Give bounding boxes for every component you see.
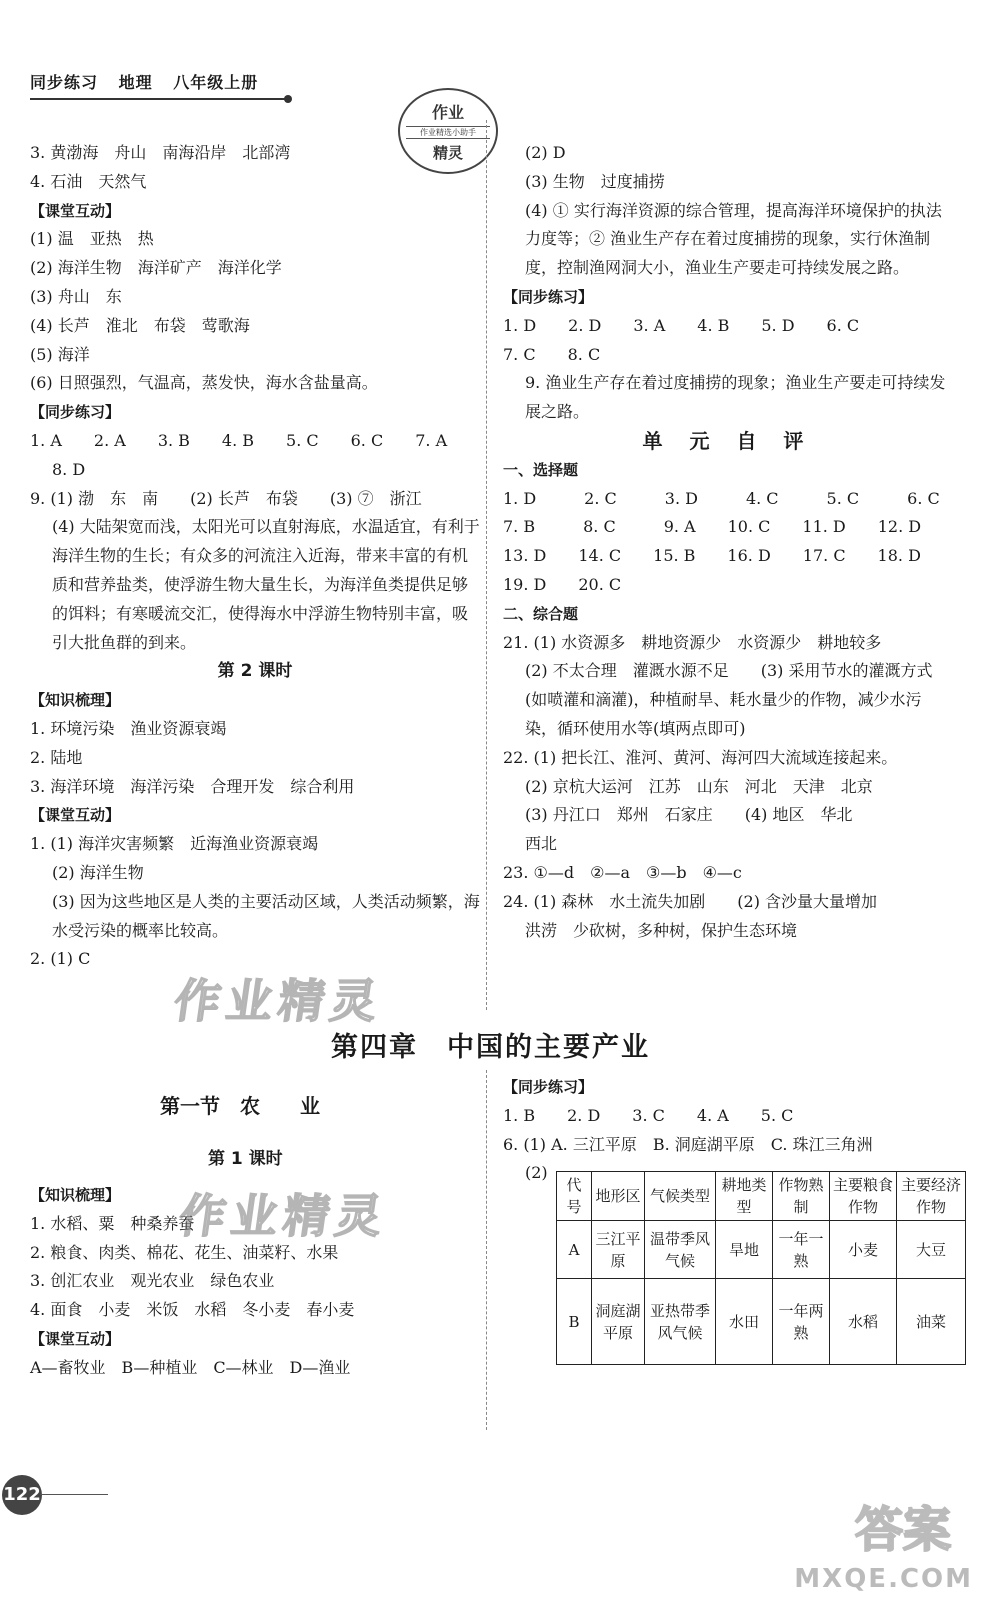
answer-line: (2) 京杭大运河 江苏 山东 河北 天津 北京 bbox=[525, 776, 873, 796]
answer-line: (4) ① 实行海洋资源的综合管理，提高海洋环境保护的执法力度等；② 渔业生产存在着过度捕捞的现象，实行休渔制度，控制渔网洞大小，渔业生产要走可持续发展之路。 bbox=[525, 200, 942, 278]
answer-line: (3) 因为这些地区是人类的主要活动区域，人类活动频繁，海水受污染的概率比较高。 bbox=[52, 891, 480, 940]
right-column-top bbox=[503, 139, 953, 945]
section-heading: 【课堂互动】 bbox=[30, 806, 121, 825]
answer-line: 9. (1) 渤 东 南 (2) 长芦 布袋 (3) ⑦ 浙江 bbox=[30, 488, 422, 508]
answer-line: 1. B 2. D 3. C 4. A 5. C bbox=[503, 1105, 794, 1125]
answer-line: 3. 创汇农业 观光农业 绿色农业 bbox=[30, 1271, 275, 1291]
answer-line: (3) 丹江口 郑州 石家庄 (4) 地区 华北 bbox=[525, 805, 853, 825]
answer-line: (6) 日照强烈，气温高，蒸发快，海水含盐量高。 bbox=[30, 373, 378, 393]
header-rule-dot bbox=[284, 95, 292, 103]
watermark: 作业精灵 bbox=[170, 974, 387, 1028]
answer-line: 13. D 14. C 15. B 16. D 17. C 18. D bbox=[503, 546, 921, 566]
answer-line: (1) 温 亚热 热 bbox=[30, 229, 154, 249]
answer-line: (2) 不太合理 灌溉水源不足 (3) 采用节水的灌溉方式(如喷灌和滴灌)，种植耐旱、耗水量少的作物，减少水污染，循环使用水等(填两点即可) bbox=[525, 661, 933, 738]
answer-line: 1. (1) 海洋灾害频繁 近海渔业资源衰竭 bbox=[30, 834, 319, 854]
answer-line: 西北 bbox=[525, 834, 558, 854]
answer-line: 7. B 8. C 9. A 10. C 11. D 12. D bbox=[503, 517, 922, 537]
table-cell: 温带季风气候 bbox=[645, 1221, 716, 1279]
column-divider-bottom bbox=[486, 1070, 487, 1430]
table-row bbox=[557, 1279, 966, 1365]
section-heading: 【同步练习】 bbox=[30, 403, 121, 422]
running-header bbox=[30, 70, 272, 93]
answer-line: 3. 黄渤海 舟山 南海沿岸 北部湾 bbox=[30, 143, 291, 162]
watermark: 作业精灵 bbox=[175, 1189, 392, 1243]
answer-line: 6. (1) A. 三江平原 B. 洞庭湖平原 C. 珠江三角洲 bbox=[503, 1134, 873, 1154]
column-divider-top bbox=[486, 120, 487, 1010]
table-header-cell: 耕地类型 bbox=[716, 1172, 773, 1221]
table-cell: A bbox=[557, 1221, 592, 1279]
table-cell: 一年一熟 bbox=[773, 1221, 830, 1279]
answer-table bbox=[556, 1171, 966, 1365]
section-heading: 一、选择题 bbox=[503, 460, 579, 479]
answer-line: 9. 渔业生产存在着过度捕捞的现象；渔业生产要走可持续发展之路。 bbox=[525, 373, 946, 422]
table-cell: 洞庭湖平原 bbox=[592, 1279, 645, 1365]
header-book: 同步练习 bbox=[30, 73, 99, 92]
answer-line: 第 2 课时 bbox=[217, 661, 293, 682]
site-logo: 答案 bbox=[854, 1502, 951, 1558]
table-cell: 三江平原 bbox=[592, 1221, 645, 1279]
table-header-cell: 代号 bbox=[557, 1172, 592, 1221]
section-heading: 【知识梳理】 bbox=[30, 691, 121, 710]
table-cell: 亚热带季风气候 bbox=[645, 1279, 716, 1365]
answer-line: 单 元 自 评 bbox=[642, 428, 814, 453]
table-header-cell: 作物熟制 bbox=[773, 1172, 830, 1221]
page-number: 122 bbox=[2, 1475, 42, 1515]
answer-line: (5) 海洋 bbox=[30, 344, 90, 364]
table-cell: 小麦 bbox=[830, 1221, 897, 1279]
table-cell: 水稻 bbox=[830, 1279, 897, 1365]
answer-line: 洪涝 少砍树，多种树，保护生态环境 bbox=[525, 920, 798, 940]
answer-line: 4. 面食 小麦 米饭 水稻 冬小麦 春小麦 bbox=[30, 1300, 355, 1320]
answer-line: (2) 海洋生物 海洋矿产 海洋化学 bbox=[30, 258, 282, 278]
answer-line: (3) 生物 过度捕捞 bbox=[525, 171, 665, 191]
answer-line: (4) 大陆架宽而浅，太阳光可以直射海底，水温适宜，有利于海洋生物的生长；有众多的河流注入近海，带来丰富的有机质和营养盐类，使浮游生物大量生长，为海洋鱼类提供足够的饵料；有寒暖流交汇，使得海水中浮游生物特别丰富，吸引大批鱼群的到来。 bbox=[52, 517, 480, 652]
table-cell: 旱地 bbox=[716, 1221, 773, 1279]
section-heading: 【课堂互动】 bbox=[30, 1329, 121, 1348]
answer-line: 8. D bbox=[52, 459, 86, 479]
section-heading: 【知识梳理】 bbox=[30, 1186, 121, 1204]
stamp-bottom: 精灵 bbox=[432, 144, 463, 162]
answer-line: 2. 粮食、肉类、棉花、花生、油菜籽、水果 bbox=[30, 1242, 339, 1262]
stamp-middle: 作业精选小助手 bbox=[406, 126, 490, 139]
answer-line: 3. 海洋环境 海洋污染 合理开发 综合利用 bbox=[30, 776, 355, 796]
answer-line: 1. 水稻、粟 种桑养蚕 bbox=[30, 1213, 195, 1233]
section-heading: 二、综合题 bbox=[503, 604, 579, 623]
section-heading: 【同步练习】 bbox=[503, 1078, 594, 1096]
answer-line: 19. D 20. C bbox=[503, 574, 622, 594]
table-header-row bbox=[557, 1172, 966, 1221]
table-cell: B bbox=[557, 1279, 592, 1365]
left-column-top bbox=[30, 139, 480, 974]
answer-line: 21. (1) 水资源多 耕地资源少 水资源少 耕地较多 bbox=[503, 632, 882, 652]
answer-line: 24. (1) 森林 水土流失加剧 (2) 含沙量大量增加 bbox=[503, 891, 878, 911]
table-row bbox=[557, 1221, 966, 1279]
table-cell: 大豆 bbox=[897, 1221, 966, 1279]
header-grade: 八年级上册 bbox=[173, 73, 259, 92]
header-subject: 地理 bbox=[118, 73, 153, 92]
answer-line: 2. 陆地 bbox=[30, 747, 83, 767]
table-header-cell: 主要经济作物 bbox=[897, 1172, 966, 1221]
table-cell: 水田 bbox=[716, 1279, 773, 1365]
answer-line: 7. C 8. C bbox=[503, 344, 601, 364]
answer-line: 1. D 2. C 3. D 4. C 5. C 6. C bbox=[503, 488, 940, 508]
answer-line: 1. A 2. A 3. B 4. B 5. C 6. C 7. A bbox=[30, 430, 448, 450]
table-header-cell: 主要粮食作物 bbox=[830, 1172, 897, 1221]
table-cell: 一年两熟 bbox=[773, 1279, 830, 1365]
site-url: MXQE.COM bbox=[794, 1564, 973, 1594]
header-rule bbox=[30, 98, 288, 100]
answer-line: 1. 环境污染 渔业资源衰竭 bbox=[30, 718, 227, 738]
stamp-top: 作业 bbox=[431, 103, 464, 122]
answer-line: (3) 舟山 东 bbox=[30, 286, 122, 306]
table-header-cell: 气候类型 bbox=[645, 1172, 716, 1221]
answer-line: (2) 海洋生物 bbox=[52, 862, 144, 882]
chapter-title: 第四章 中国的主要产业 bbox=[331, 1032, 650, 1063]
section-heading: 【课堂互动】 bbox=[30, 201, 121, 220]
answer-line: 1. D 2. D 3. A 4. B 5. D 6. C bbox=[503, 315, 860, 335]
table-cell: 油菜 bbox=[897, 1279, 966, 1365]
answer-line: 2. (1) C bbox=[30, 949, 91, 969]
page-number-rule bbox=[40, 1494, 108, 1495]
answer-line: 22. (1) 把长江、淮河、黄河、海河四大流域连接起来。 bbox=[503, 747, 898, 767]
answer-line: (4) 长芦 淮北 布袋 莺歌海 bbox=[30, 315, 250, 335]
answer-line: 23. ①—d ②—a ③—b ④—c bbox=[503, 862, 742, 882]
answer-line: (2) D bbox=[525, 143, 566, 162]
answer-line: (2) bbox=[525, 1163, 548, 1183]
section-heading: 【同步练习】 bbox=[503, 287, 594, 306]
table-header-cell: 地形区 bbox=[592, 1172, 645, 1221]
lesson-title: 第 1 课时 bbox=[208, 1149, 283, 1169]
answer-line: A—畜牧业 B—种植业 C—林业 D—渔业 bbox=[30, 1357, 351, 1377]
answer-line: 4. 石油 天然气 bbox=[30, 171, 147, 191]
section-title: 第一节 农 业 bbox=[160, 1094, 320, 1118]
